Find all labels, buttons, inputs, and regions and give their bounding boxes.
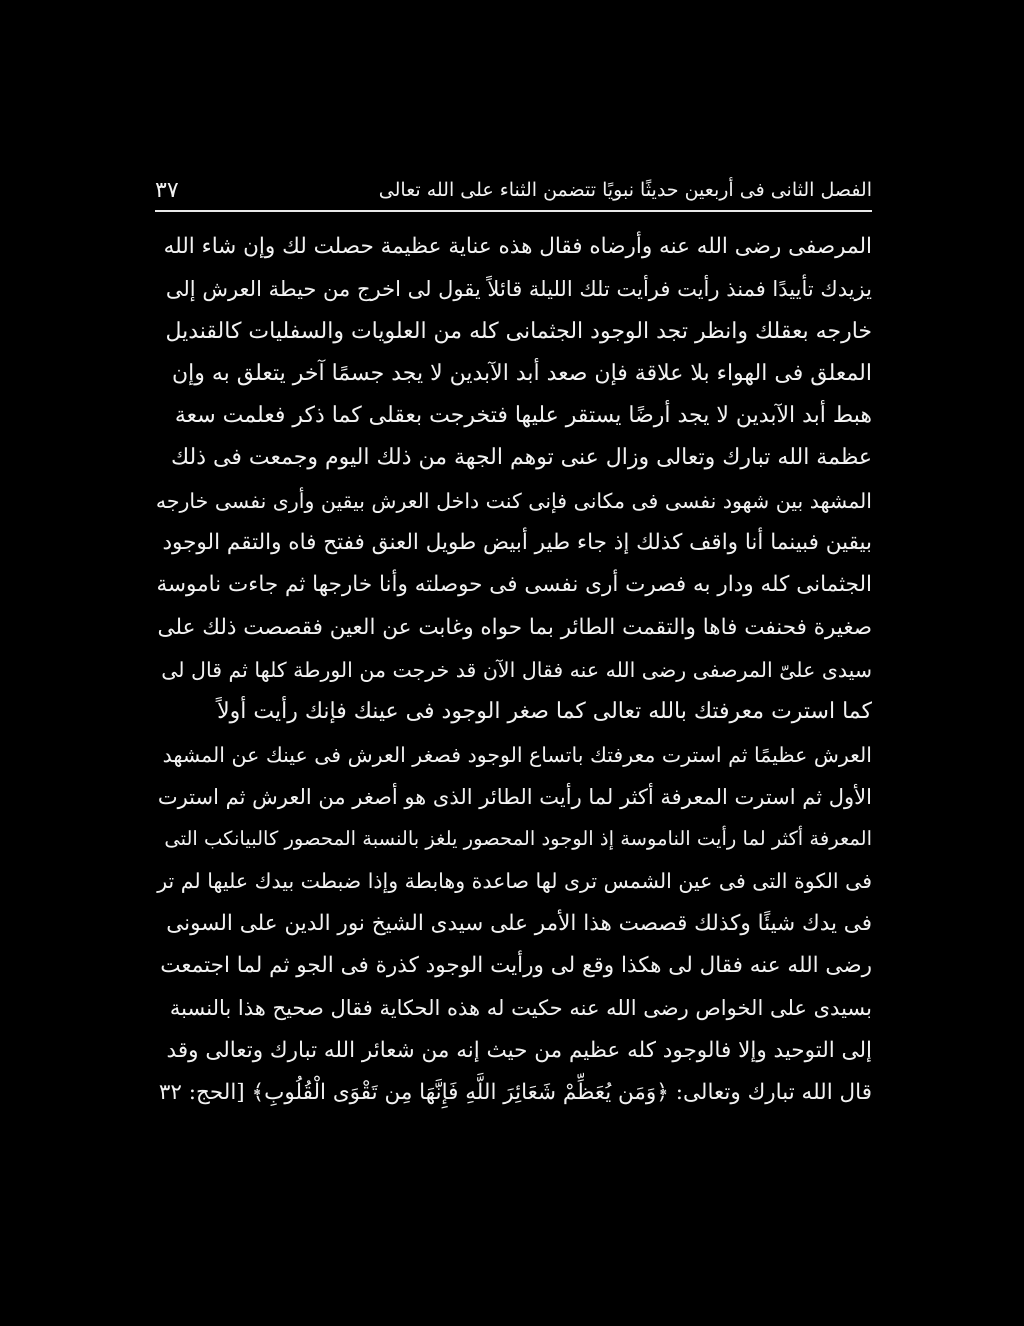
page-number: ٣٧ (155, 177, 179, 203)
text-line: إلى التوحيد وإلا فالوجود كله عظيم من حيث إنه من شعائر الله تبارك وتعالى وقد (166, 1037, 872, 1063)
text-line: كما استرت معرفتك بالله تعالى كما صغر الوجود فى عينك فإنك رأيت أولاً (217, 699, 872, 725)
text-line: يزيدك تأييدًا فمنذ رأيت فرأيت تلك الليلة قائلاً يقول لى اخرج من حيطة العرش إلى (165, 277, 872, 302)
header-rule (155, 210, 872, 212)
text-line: هبط أبد الآبدين لا يجد أرضًا يستقر عليها فتخرجت بعقلى كما ذكر فعلمت سعة (174, 403, 872, 429)
text-line: الجثمانى كله ودار به فصرت أرى نفسى فى حوصلته وأنا خارجها ثم جاءت ناموسة (156, 572, 872, 598)
text-line: رضى الله عنه فقال لى هكذا وقع لى ورأيت الوجود كذرة فى الجو ثم لما اجتمعت (160, 953, 872, 979)
text-line: بيقين فبينما أنا واقف كذلك إذ جاء طير أبيض طويل العنق ففتح فاه والتقم الوجود (162, 530, 872, 556)
text-line: المشهد بين شهود نفسى فى مكانى فإنى كنت داخل العرش بيقين وأرى نفسى خارجه (155, 488, 872, 513)
text-line: بسيدى على الخواص رضى الله عنه حكيت له هذه الحكاية فقال صحيح هذا بالنسبة (169, 996, 872, 1021)
text-line: المعرفة أكثر لما رأيت الناموسة إذ الوجود المحصور يلغز بالنسبة المحصور كالبيانكب التى (164, 827, 872, 851)
body-text (155, 226, 872, 1114)
text-line: الأول ثم استرت المعرفة أكثر لما رأيت الطائر الذى هو أصغر من العرش ثم استرت (157, 784, 872, 809)
text-line: صغيرة فحنفت فاها والتقمت الطائر بما حواه وغابت عن العين فقصصت ذلك على (157, 614, 872, 640)
running-header (155, 172, 872, 208)
text-line: فى الكوة التى فى عين الشمس ترى لها صاعدة وهابطة وإذا ضبطت بيدك عليها لم تر (157, 869, 872, 894)
text-line: المرصفى رضى الله عنه وأرضاه فقال هذه عناية عظيمة حصلت لك وإن شاء الله (163, 234, 872, 259)
text-line: فى يدك شيئًا وكذلك قصصت هذا الأمر على سيدى الشيخ نور الدين على السونى (166, 910, 872, 936)
text-line: قال الله تبارك وتعالى: ﴿وَمَن يُعَظِّمْ شَعَائِرَ اللَّهِ فَإِنَّهَا مِن تَقْوَى الْقُلُوبِ﴾ [الحج: ٣٢ (158, 1079, 872, 1105)
chapter-title: الفصل الثانى فى أربعين حديثًا نبويًا تتضمن الثناء على الله تعالى (378, 179, 872, 201)
text-line: العرش عظيمًا ثم استرت معرفتك باتساع الوجود فصغر العرش فى عينك عن المشهد (162, 742, 872, 767)
text-line: عظمة الله تبارك وتعالى وزال عنى توهم الجهة من ذلك اليوم وجمعت فى ذلك (170, 445, 872, 471)
text-line: خارجه بعقلك وانظر تجد الوجود الجثمانى كله من العلويات والسفليات كالقنديل (165, 318, 872, 344)
text-line: المعلق فى الهواء بلا علاقة فإن صعد أبد الآبدين لا يجد جسمًا آخر يتعلق به وإن (171, 360, 872, 386)
text-line: سيدى علىّ المرصفى رضى الله عنه فقال الآن قد خرجت من الورطة كلها ثم قال لى (161, 657, 872, 682)
